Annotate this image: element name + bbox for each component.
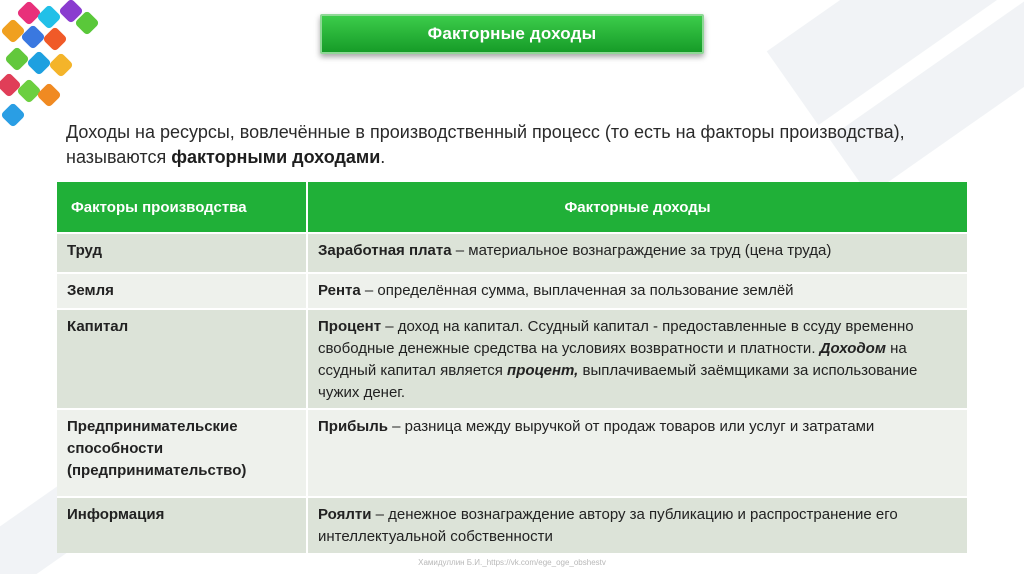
intro-paragraph [66,120,946,170]
income-description: – разница между выручкой от продаж товаров или услуг и затратами [388,418,875,435]
table-row [57,233,967,273]
decorative-mosaic-icon [0,0,110,140]
table-row [57,497,967,553]
income-term: Роялти [318,506,372,523]
factor-cell: Земля [57,273,307,309]
footer-credit: Хамидуллин Б.И._https://vk.com/ege_oge_obshestv [418,558,606,567]
income-cell [307,409,967,497]
intro-bold-term: факторными доходами [171,147,381,167]
factor-cell: Труд [57,233,307,273]
income-description: – доход на капитал. Ссудный капитал - предоставленные в ссуду временно свободные денежные средства на условиях возвратности и платности. [318,318,914,357]
factor-cell: Капитал [57,309,307,409]
income-term: Заработная плата [318,242,452,259]
intro-text-end: . [380,147,386,167]
slide-title-bar [320,14,704,54]
income-description: – материальное вознаграждение за труд (цена труда) [451,242,832,259]
intro-text: Доходы на ресурсы, вовлечённые в производственный процесс (то есть на факторы производства), называются [66,122,905,167]
table-row [57,409,967,497]
factor-income-table [57,182,967,553]
income-cell [307,233,967,273]
slide-title: Факторные доходы [427,24,597,43]
income-term: Рента [318,282,361,299]
income-term: Прибыль [318,418,388,435]
income-description: – определённая сумма, выплаченная за пользование землёй [360,282,794,299]
factor-cell: Предпринимательские способности (предпринимательство) [57,409,307,497]
table-row [57,273,967,309]
income-term-3: процент, [507,362,579,379]
income-term: Процент [318,318,382,335]
income-cell [307,273,967,309]
income-description-3: выплачиваемый заёмщиками за использование чужих денег. [318,362,918,401]
column-header-incomes: Факторные доходы [307,182,967,233]
income-description-2: на ссудный капитал является [318,340,907,379]
income-cell [307,497,967,553]
income-cell [307,309,967,409]
income-term-2: Доходом [819,340,886,357]
column-header-factors: Факторы производства [57,182,307,233]
table-header-row [57,182,967,233]
table-row [57,309,967,409]
factor-cell: Информация [57,497,307,553]
income-description: – денежное вознаграждение автору за публикацию и распространение его интеллектуальной собственности [318,506,898,545]
